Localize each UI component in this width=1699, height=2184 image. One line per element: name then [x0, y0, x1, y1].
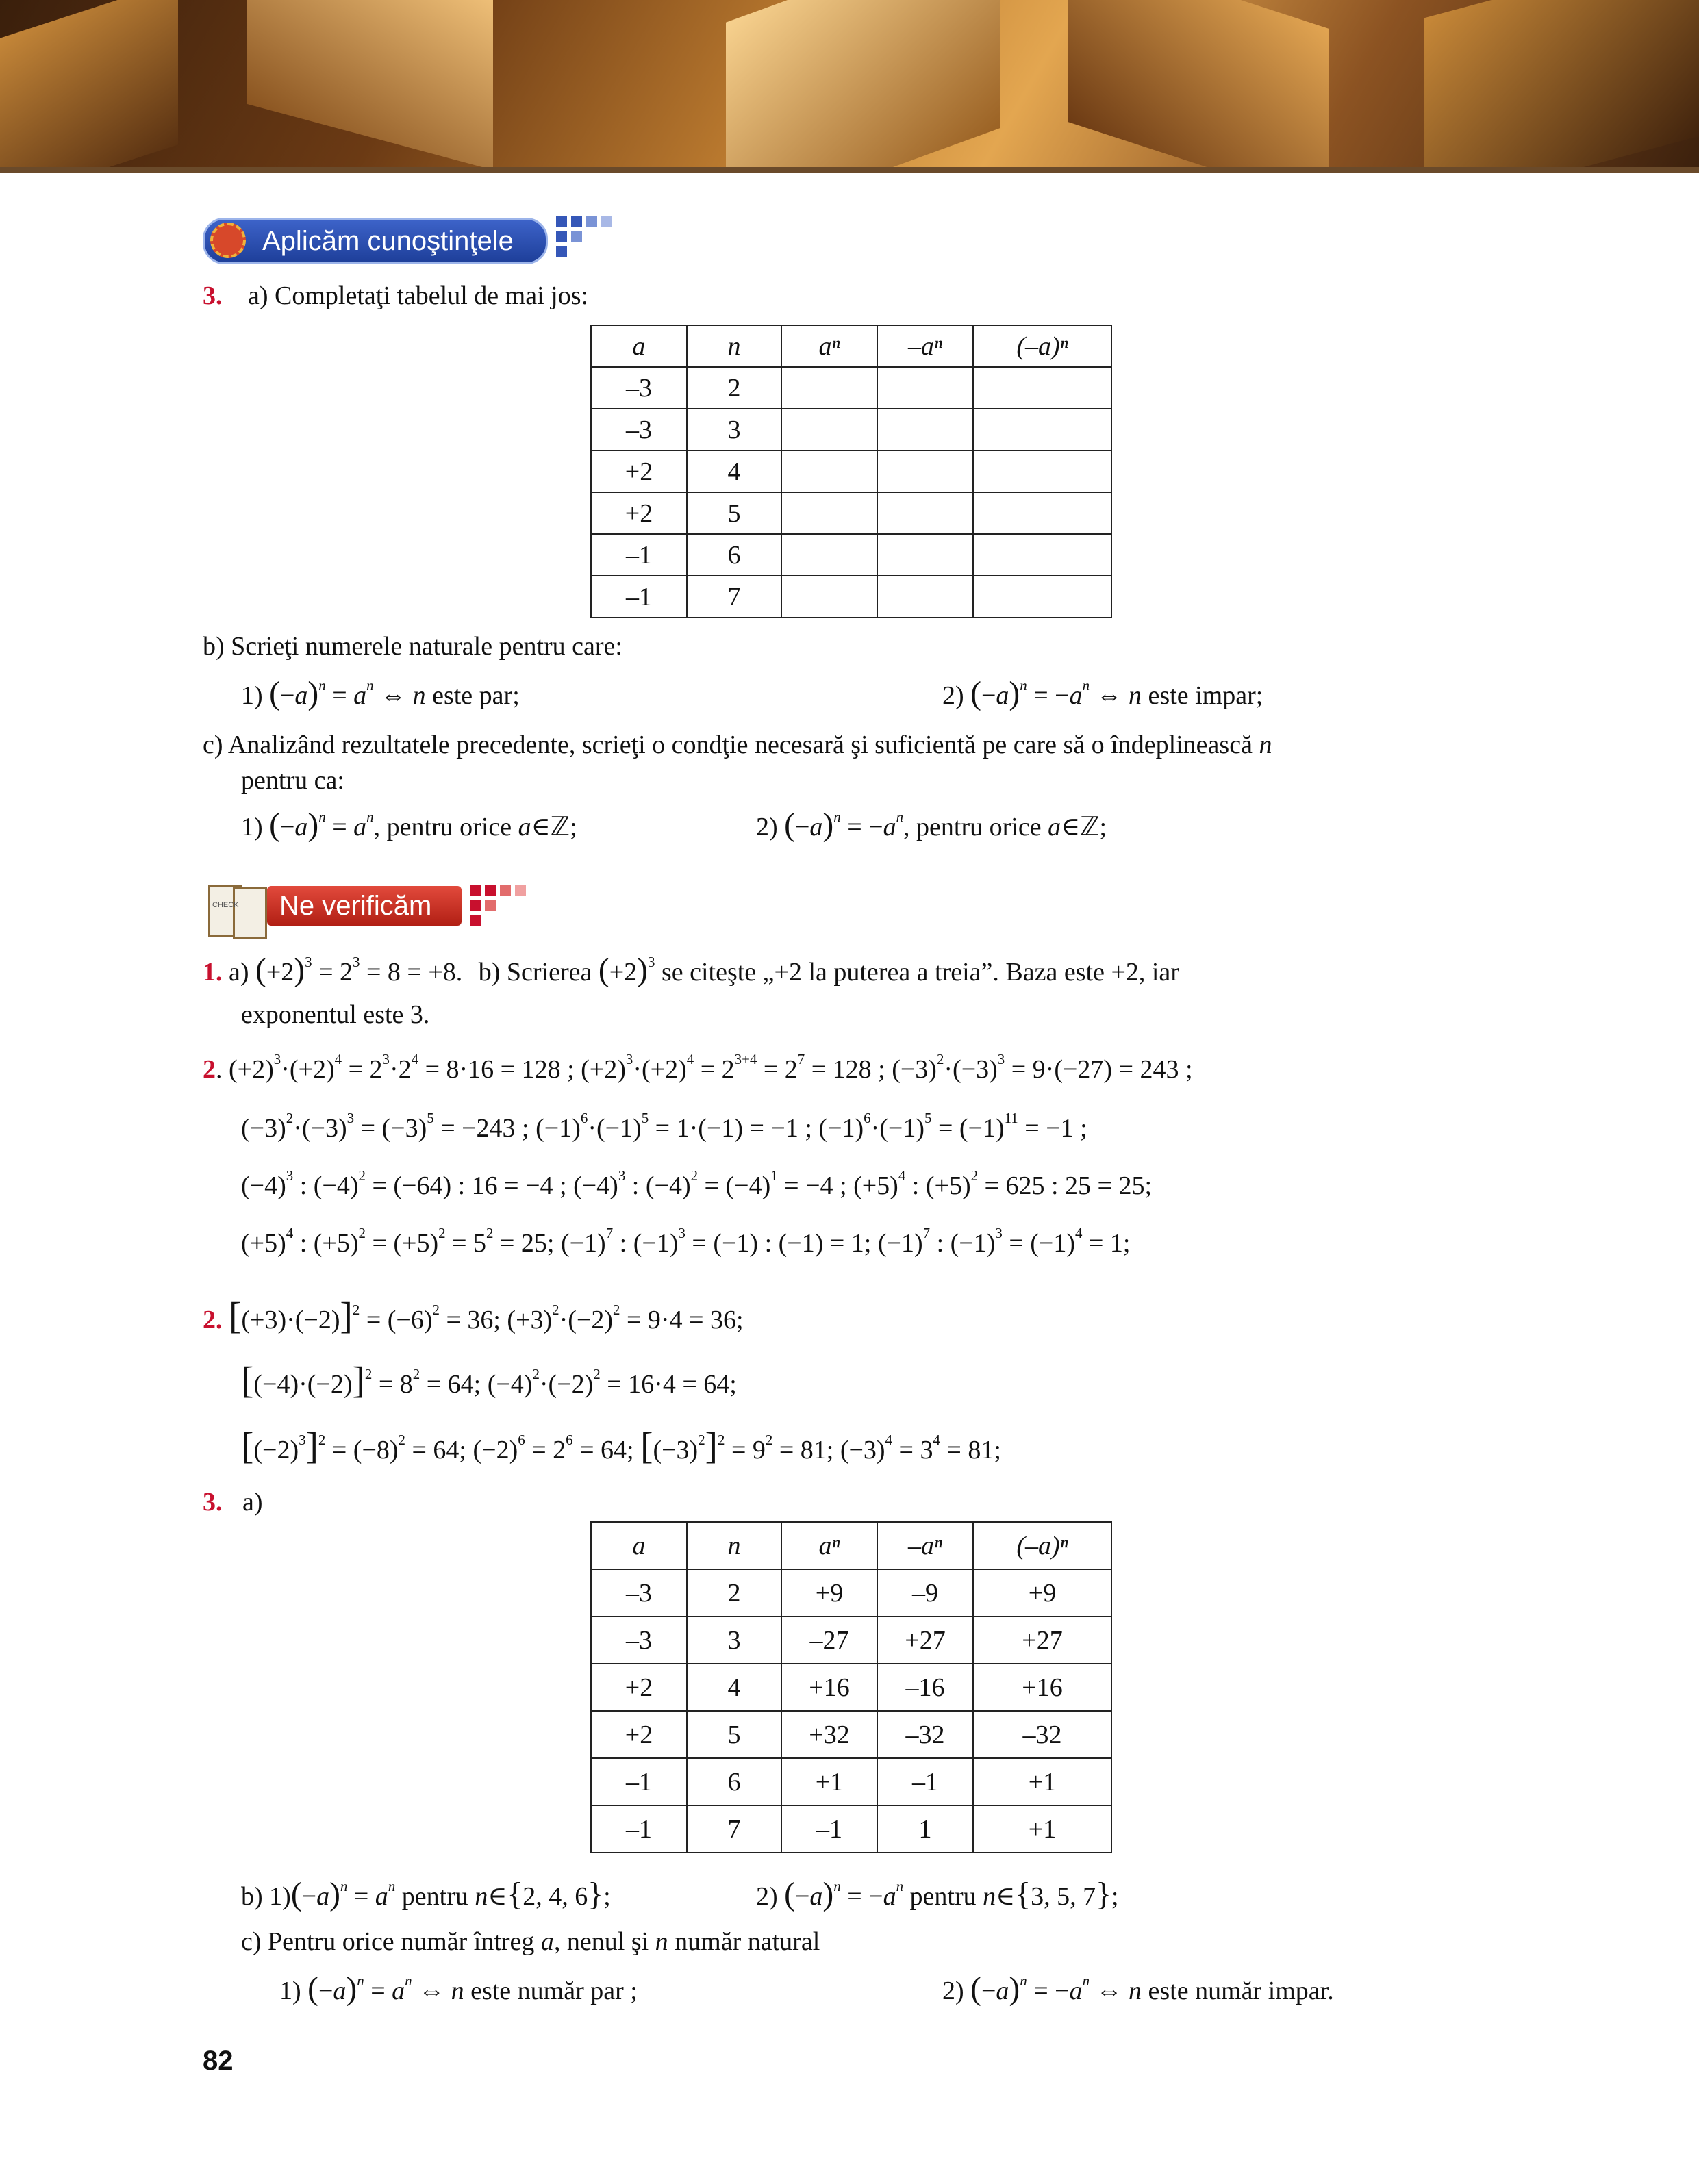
answer-3-b2: 2) $(-a)^n = -a^n$ pentru n∈{3, 5, 7};: [756, 1877, 1119, 1912]
table-row: [591, 534, 1111, 576]
banner-cube-4: [1068, 0, 1329, 173]
table-header-cell: (–a)ⁿ: [973, 325, 1111, 367]
table-cell: [973, 409, 1111, 450]
banner-cube-3: [726, 0, 1000, 173]
table-cell: [877, 409, 973, 450]
table-cell: 1: [877, 1805, 973, 1853]
table-cell: 4: [687, 450, 781, 492]
answer-2a-line2: $(-3)^2\cdot(-3)^3 = (-3)^5 = -243$ ; $(-1)^6\cdot(-1)^5 = 1\cdot(-1) = -1$ ; $(-1)^6\cdot(-1)^5 = (-1)^{11} = -1$ ;: [241, 1110, 1087, 1143]
table-header-cell: a: [591, 325, 687, 367]
exercise-3-b1: 1) $(-a)^n = a^n$ ⇔ n este par;: [241, 676, 520, 711]
table-header-cell: aⁿ: [781, 325, 877, 367]
table-cell: 2: [687, 1569, 781, 1616]
table-row: [591, 1758, 1111, 1805]
table-cell: +2: [591, 450, 687, 492]
table-row: [591, 367, 1111, 409]
table-cell: –1: [591, 1758, 687, 1805]
table-header-cell: n: [687, 1522, 781, 1569]
table-row: [591, 492, 1111, 534]
table-cell: [781, 367, 877, 409]
answer-2a-line4: $(+5)^4$ : $(+5)^2 = (+5)^2 = 5^2 = 25$; $(-1)^7$ : $(-1)^3 = (-1)$ : (−1) = 1; $(-1)^7$ : $(-1)^3 = (-1)^4 = 1$;: [241, 1225, 1131, 1258]
table-header-row: [591, 325, 1111, 367]
table-cell: –32: [973, 1711, 1111, 1758]
table-row: [591, 576, 1111, 618]
table-header-row: [591, 1522, 1111, 1569]
table-row: [591, 1711, 1111, 1758]
table-row: [591, 1805, 1111, 1853]
table-cell: –1: [781, 1805, 877, 1853]
exercise-3-c1: 1) $(-a)^n = a^n$, pentru orice a∈ℤ;: [241, 807, 577, 843]
banner-cube-2: [247, 0, 493, 170]
table-row: [591, 1616, 1111, 1664]
exercise-3-c-line1: c) Analizând rezultatele precedente, scrieţi o condţie necesară şi suficientă pe care să o îndeplinească n: [203, 731, 1272, 759]
table-cell: +1: [781, 1758, 877, 1805]
section-badge-apply: [203, 218, 548, 264]
table-cell: –32: [877, 1711, 973, 1758]
table-cell: 3: [687, 1616, 781, 1664]
answer-2b-line1: 2. $[(+3)\cdot(-2)]^2 = (-6)^2 = 36$; $(+3)^2\cdot(-2)^2 = 9\cdot 4 = 36$;: [203, 1295, 744, 1336]
exercise-3-header: [203, 281, 588, 311]
table-cell: [781, 450, 877, 492]
answer-2b-line3: $[(-2)^3]^2 = (-8)^2 = 64$; $(-2)^6 = 2^6 = 64$; $[(-3)^2]^2 = 9^2 = 81$; $(-3)^4 = 3^4 = 81$;: [241, 1425, 1001, 1466]
table-header-cell: –aⁿ: [877, 325, 973, 367]
table-cell: 7: [687, 576, 781, 618]
table-cell: 3: [687, 409, 781, 450]
table-cell: +2: [591, 1664, 687, 1711]
exercise-3-number: 3.: [203, 281, 223, 310]
answer-3-header: 3. a): [203, 1488, 263, 1516]
table-completed: [590, 1521, 1112, 1853]
table-cell: –3: [591, 1616, 687, 1664]
table-header-cell: aⁿ: [781, 1522, 877, 1569]
table-cell: –1: [591, 576, 687, 618]
table-cell: [877, 367, 973, 409]
table-row: [591, 409, 1111, 450]
exercise-3-c2: 2) $(-a)^n = -a^n$, pentru orice a∈ℤ;: [756, 807, 1107, 843]
table-cell: –3: [591, 409, 687, 450]
table-cell: [781, 576, 877, 618]
table-header-cell: (–a)ⁿ: [973, 1522, 1111, 1569]
table-cell: +1: [973, 1805, 1111, 1853]
table-cell: [973, 367, 1111, 409]
table-cell: –1: [877, 1758, 973, 1805]
answer-3-c1: 1) $(-a)^n = a^n$ ⇔ n este număr par ;: [279, 1971, 638, 2007]
table-cell: –3: [591, 1569, 687, 1616]
table-cell: –16: [877, 1664, 973, 1711]
table-header-cell: –aⁿ: [877, 1522, 973, 1569]
formula-b2: $(-a)^n = -a^n$ ⇔ n: [970, 676, 1142, 711]
table-cell: +32: [781, 1711, 877, 1758]
answer-3-b1: b) $1)(-a)^n = a^n$ pentru n∈{2, 4, 6};: [241, 1877, 611, 1912]
table-cell: +2: [591, 1711, 687, 1758]
table-row: [591, 450, 1111, 492]
answer-2a-line3: $(-4)^3$ : $(-4)^2 = (-64)$ : 16 = −4 ; $(-4)^3$ : $(-4)^2 = (-4)^1 = -4$ ; $(+5)^4$ : $(+5)^2 = 625$ : 25 = 25;: [241, 1167, 1153, 1200]
table-cell: [973, 492, 1111, 534]
answer-1-line1: 1. a) $(+2)^3 = 2^3 = 8 = +8$. b) Scrierea $(+2)^3$ se citeşte „+2 la puterea a treia”. Baza este +2, iar: [203, 952, 1179, 988]
table-cell: [877, 492, 973, 534]
table-cell: 5: [687, 492, 781, 534]
exercise-3-c-line2: pentru ca:: [241, 766, 344, 795]
table-cell: +1: [973, 1758, 1111, 1805]
table-cell: 7: [687, 1805, 781, 1853]
table-cell: [781, 534, 877, 576]
table-cell: [877, 576, 973, 618]
table-cell: –1: [591, 534, 687, 576]
table-cell: 6: [687, 534, 781, 576]
table-cell: [973, 534, 1111, 576]
table-cell: 4: [687, 1664, 781, 1711]
table-cell: [973, 576, 1111, 618]
answer-2a-line1: 2. $(+2)^3\cdot(+2)^4 = 2^3\cdot 2^4 = 8\cdot 16 = 128$ ; $(+2)^3\cdot(+2)^4 = 2^{3+4} = 2^7 = 128$ ; $(-3)^2\cdot(-3)^3 = 9\cdot(-27) = 243$ ;: [203, 1051, 1193, 1084]
formula-b1: $(-a)^n = a^n$ ⇔ n: [269, 676, 426, 711]
table-cell: +27: [973, 1616, 1111, 1664]
table-cell: 2: [687, 367, 781, 409]
answer-3-c: c) Pentru orice număr întreg a, nenul şi n număr natural: [241, 1927, 820, 1956]
table-cell: +16: [973, 1664, 1111, 1711]
table-row: [591, 1664, 1111, 1711]
exercise-3-a-text: a) Completaţi tabelul de mai jos:: [248, 281, 589, 310]
table-cell: +9: [973, 1569, 1111, 1616]
table-cell: –9: [877, 1569, 973, 1616]
table-cell: +2: [591, 492, 687, 534]
table-cell: [781, 409, 877, 450]
table-header-cell: n: [687, 325, 781, 367]
exercise-3-b-text: b) Scrieţi numerele naturale pentru care:: [203, 632, 622, 661]
table-cell: +16: [781, 1664, 877, 1711]
table-cell: [877, 450, 973, 492]
gear-icon: [210, 223, 246, 258]
table-header-cell: a: [591, 1522, 687, 1569]
table-cell: –27: [781, 1616, 877, 1664]
answer-1-line2: exponentul este 3.: [241, 1000, 430, 1029]
header-banner: [0, 0, 1699, 173]
exercise-3-b2: 2) $(-a)^n = -a^n$ ⇔ n este impar;: [942, 676, 1263, 711]
answer-1-formula: a) $(+2)^3 = 2^3 = 8 = +8$.: [229, 952, 463, 988]
clipboard-icon: CHECK: [208, 880, 267, 937]
page-number: 82: [203, 2046, 234, 2076]
table-cell: +27: [877, 1616, 973, 1664]
table-cell: –1: [591, 1805, 687, 1853]
section-badge-verify: [267, 886, 462, 926]
banner-bottom-bar: [0, 167, 1699, 173]
table-cell: [973, 450, 1111, 492]
section-badge-verify-label: Ne verificăm: [279, 890, 432, 921]
table-cell: [877, 534, 973, 576]
banner-cube-1: [0, 0, 178, 173]
table-cell: 5: [687, 1711, 781, 1758]
answer-3-c2: 2) $(-a)^n = -a^n$ ⇔ n este număr impar.: [942, 1971, 1334, 2007]
table-cell: [781, 492, 877, 534]
section-badge-apply-label: Aplicăm cunoştinţele: [262, 225, 514, 256]
answer-2b-line2: $[(-4)\cdot(-2)]^2 = 8^2 = 64$; $(-4)^2\cdot(-2)^2 = 16\cdot 4 = 64$;: [241, 1359, 737, 1401]
table-to-complete: [590, 325, 1112, 618]
table-cell: +9: [781, 1569, 877, 1616]
table-row: [591, 1569, 1111, 1616]
table-cell: 6: [687, 1758, 781, 1805]
table-cell: –3: [591, 367, 687, 409]
banner-cube-5: [1424, 0, 1699, 173]
